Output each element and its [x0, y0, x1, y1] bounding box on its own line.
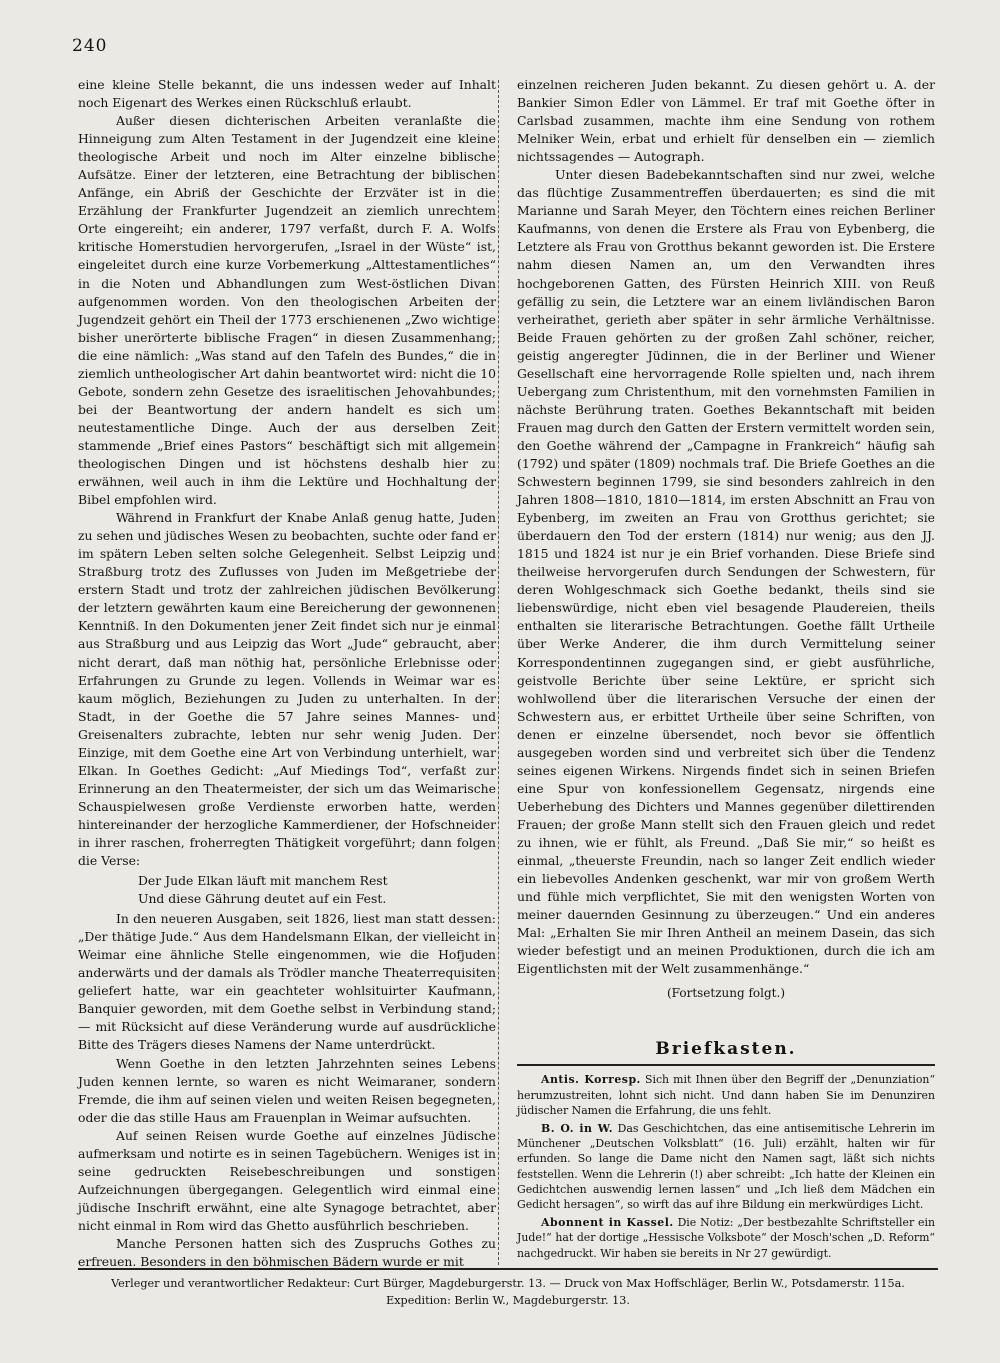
letterbox-text: Sich mit Ihnen über den Begriff der „Denunziation“ herumzustreiten, lohnt sich nicht. Und dann haben Sie im Denunziren jüdischer Namen die Erfahrung, die uns fehlt. — [517, 1073, 936, 1117]
paragraph: Auf seinen Reisen wurde Goethe auf einzelnes Jüdische aufmerksam und notirte es in seinen Tagebüchern. Weniges ist in seine gedruckten Reisebeschreibungen und sonstigen Aufzeichnungen übergegangen. Gelegentlich wird einmal eine jüdische Inschrift erwähnt, eine alte Synagoge betrachtet, aber nicht einmal in Rom wird das Ghetto ausführlich beschrieben. — [78, 1127, 496, 1233]
paragraph: Unter diesen Badebekanntschaften sind nur zwei, welche das flüchtige Zusammentreffen überdauerten; es sind die mit Marianne und Sarah Meyer, den Töchtern eines reichen Berliner Kaufmanns, von denen die Erstere als Frau von Eybenberg, die Letztere als Frau von Grotthus bekannt geworden ist. Die Erstere nahm diesen Namen an, um den Verwandten ihres hochgeborenen Gatten, des Fürsten Heinrich XIII. von Reuß gefällig zu sein, die Letztere war an einem livländischen Baron verheirathet, gerieth aber später in sehr ärmliche Verhältnisse. Beide Frauen gehörten zu der großen Zahl schöner, reicher, geistig angeregter Jüdinnen, die in der Berliner und Wiener Gesellschaft eine hervorragende Rolle spielten und, nach ihrem Uebergang zum Christenthum, mit den vornehmsten Familien in nächste Berührung traten. Goethes Bekanntschaft mit beiden Frauen mag durch den Gatten der Erstern vermittelt worden sein, den Goethe während der „Campagne in Frankreich“ häufig sah (1792) und später (1809) nochmals traf. Die Briefe Goethes an die Schwestern beginnen 1799, sie sind besonders zahlreich in den Jahren 1808—1810, 1810—1814, im ersten Abschnitt an Frau von Eybenberg, im zweiten an Frau von Grotthus gerichtet; sie überdauern den Tod der erstern (1814) nur wenig; aus den JJ. 1815 und 1824 ist nur je ein Brief vorhanden. Diese Briefe sind theilweise hervorgerufen durch Sendungen der Schwestern, für deren Wohlgeschmack sich Goethe bedankt, theils sind sie liebenswürdige, nicht eben viel besagende Plaudereien, theils enthalten sie literarische Betrachtungen. Goethe fällt Urtheile über Werke Anderer, die ihm durch Vermittelung seiner Korrespondentinnen zugegangen sind, er giebt ausführliche, geistvolle Berichte über seine Lektüre, er spricht sich wohlwollend über die literarischen Versuche der einen der Schwestern aus, er erbittet Urtheile über seine Schriften, von denen er einzelne übersendet, noch bevor sie öffentlich ausgegeben worden sind und verbreitet sich über die Tendenz seines eigenen Wirkens. Nirgends findet sich in seinen Briefen eine Spur von konfessionellem Gegensatz, nirgends eine Ueberhebung des Dichters und Mannes gegenüber dilettirenden Frauen; der große Mann stellt sich den Frauen gleich und redet zu ihnen, wie er fühlt, als Freund. „Daß Sie mir,“ so heißt es einmal, „theuerste Freundin, nach so langer Zeit endlich wieder ein liebevolles Andenken geschenkt, war mir von großem Werth und fühle mich verpflichtet, Sie mit den wenigsten Worten von meiner dauernden Gesinnung zu überzeugen.“ Und ein anderes Mal: „Erhalten Sie mir Ihren Antheil an meinem Dasein, das sich wieder befestigt und an meinen Produktionen, durch die ich am Eigentlichsten mit der Welt zusammenhänge.“ — [517, 167, 936, 977]
imprint-footer — [78, 1268, 938, 1309]
letterbox-entry — [517, 1072, 935, 1118]
page-number: 240 — [72, 36, 108, 56]
paragraph: In den neueren Ausgaben, seit 1826, liest man statt dessen: „Der thätige Jude.“ Aus dem Handelsmann Elkan, der vielleicht in Weimar eine ähnliche Stelle eingenommen, wie die Hofjuden anderwärts und der damals als Trödler manche Theaterrequisiten geliefert hatte, war ein geachteter wohlsituirter Kaufmann, Banquier geworden, mit dem Goethe selbst in Verbindung stand; — mit Rücksicht auf diese Veränderung wurde auf ausdrückliche Bitte des Trägers dieses Namens der Name unterdrückt. — [78, 911, 496, 1053]
verse-line: Und diese Gährung deutet auf ein Fest. — [138, 891, 387, 907]
column-divider — [498, 80, 499, 1265]
right-column-text — [517, 76, 935, 978]
letterbox — [517, 1072, 935, 1260]
letterbox-entry — [517, 1121, 935, 1212]
paragraph: Wenn Goethe in den letzten Jahrzehnten seines Lebens Juden kennen lernte, so waren es nicht Weimaraner, sondern Fremde, die ihm auf seinen vielen und weiten Reisen begegneten, oder die das stille Haus am Frauenplan in Weimar aufsuchten. — [78, 1055, 496, 1125]
right-column — [517, 76, 935, 1264]
letterbox-addressee: Abonnent in Kassel. — [541, 1216, 674, 1230]
imprint-publisher: Verleger und verantwortlicher Redakteur: Curt Bürger, Magdeburgerstr. 13. — Druck von Max Hoffschläger, Berlin W., Potsdamerstr. 115a. — [111, 1277, 905, 1290]
letterbox-addressee: B. O. in W. — [541, 1122, 614, 1136]
letterbox-text: Die Notiz: „Der bestbezahlte Schriftsteller ein Jude!“ hat der dortige „Hessische Volksbote“ der Mosch'schen „D. Reform“ nachgedruckt. Wir haben sie bereits in Nr 27 gewürdigt. — [517, 1216, 935, 1260]
left-column — [78, 76, 496, 1271]
paragraph: Manche Personen hatten sich des Zuspruchs Gothes zu erfreuen. Besonders in den böhmischen Bädern wurde er mit — [78, 1236, 496, 1270]
letterbox-title: Briefkasten. — [655, 1039, 797, 1060]
imprint-expedition: Expedition: Berlin W., Magdeburgerstr. 13. — [386, 1294, 630, 1307]
verse-line: Der Jude Elkan läuft mit manchem Rest — [138, 873, 388, 889]
paragraph: Außer diesen dichterischen Arbeiten veranlaßte die Hinneigung zum Alten Testament in der Jugendzeit eine kleine theologische Arbeit und noch im Alter einzelne biblische Aufsätze. Einer der letzteren, eine Betrachtung der biblischen Anfänge, ein Abriß der Geschichte der Erzväter ist in die Erzählung der Frankfurter Jugendzeit an ziemlich unrechtem Orte eingereiht; ein anderer, 1797 verfaßt, durch F. A. Wolfs kritische Homerstudien hervorgerufen, „Israel in der Wüste“ ist, eingeleitet durch eine kurze Vorbemerkung „Alttestamentliches“ in die Noten und Abhandlungen zum West-östlichen Divan aufgenommen worden. Von den theologischen Arbeiten der Jugendzeit gehört ein Theil der 1773 erschienenen „Zwo wichtige bisher unerörterte biblische Fragen“ in diesen Zusammenhang; die eine nämlich: „Was stand auf den Tafeln des Bundes,“ die in ziemlich untheologischer Art dahin beantwortet wird: nicht die 10 Gebote, sondern zehn Gesetze des israelitischen Jehovahbundes; bei der Beantwortung der andern handelt es sich um neutestamentliche Dinge. Auch der aus derselben Zeit stammende „Brief eines Pastors“ beschäftigt sich mit allgemein theologischen Dingen und ist höchstens deshalb hier zu erwähnen, weil auch in ihm die Lektüre und Hochhaltung der Bibel empfohlen wird. — [78, 113, 496, 508]
verse-block — [138, 872, 496, 908]
continued-note: (Fortsetzung folgt.) — [667, 986, 785, 1001]
letterbox-addressee: Antis. Korresp. — [541, 1073, 641, 1087]
paragraph: einzelnen reicheren Juden bekannt. Zu diesen gehört u. A. der Bankier Simon Edler von Lämmel. Er traf mit Goethe öfter in Carlsbad zusammen, machte ihm eine Sendung von rothem Melniker Wein, erbat und erhielt für denselben ein — ziemlich nichtssagendes — Autograph. — [517, 77, 935, 165]
letterbox-rule — [517, 1064, 935, 1066]
paragraph: Während in Frankfurt der Knabe Anlaß genug hatte, Juden zu sehen und jüdisches Wesen zu beobachten, suchte oder fand er im spätern Leben selten solche Gelegenheit. Selbst Leipzig und Straßburg trotz des Zuflusses von Juden im Meßgetriebe der erstern Stadt und trotz der zahlreichen jüdischen Bevölkerung der letztern gewährten kaum eine Bereicherung der gewonnenen Kenntniß. In den Dokumenten jener Zeit findet sich nur je einmal aus Straßburg und aus Leipzig das Wort „Jude“ gebraucht, aber nicht derart, daß man nöthig hat, persönliche Erlebnisse oder Erfahrungen zu Grunde zu legen. Vollends in Weimar war es kaum möglich, Beziehungen zu Juden zu unterhalten. In der Stadt, in der Goethe die 57 Jahre seines Mannes- und Greisenalters zubrachte, lebten nur sehr wenig Juden. Der Einzige, mit dem Goethe eine Art von Verbindung unterhielt, war Elkan. In Goethes Gedicht: „Auf Miedings Tod“, verfaßt zur Erinnerung an den Theatermeister, der sich um das Weimarische Schauspielwesen große Verdienste erworben hatte, werden hintereinander der herzogliche Kammerdiener, der Hofschneider in ihrer raschen, froherregten Thätigkeit vorgeführt; dann folgen die Verse: — [78, 510, 496, 869]
letterbox-entry — [517, 1215, 935, 1261]
letterbox-text: Das Geschichtchen, das eine antisemitische Lehrerin im Münchener „Deutschen Volksblatt“ (16. Juli) erzählt, halten wir für erfunden. So lange die Dame nicht den Namen sagt, läßt sich nichts feststellen. Wenn die Lehrerin (!) aber schreibt: „Ich hatte der Kleinen ein Gedichtchen auswendig lernen lassen“ und „Ich ließ dem Mädchen ein Gedicht hersagen“, so wirft das auf ihre Bildung ein merkwürdiges Licht. — [517, 1122, 936, 1212]
paragraph: eine kleine Stelle bekannt, die uns indessen weder auf Inhalt noch Eigenart des Werkes einen Rückschluß erlaubt. — [78, 77, 496, 111]
